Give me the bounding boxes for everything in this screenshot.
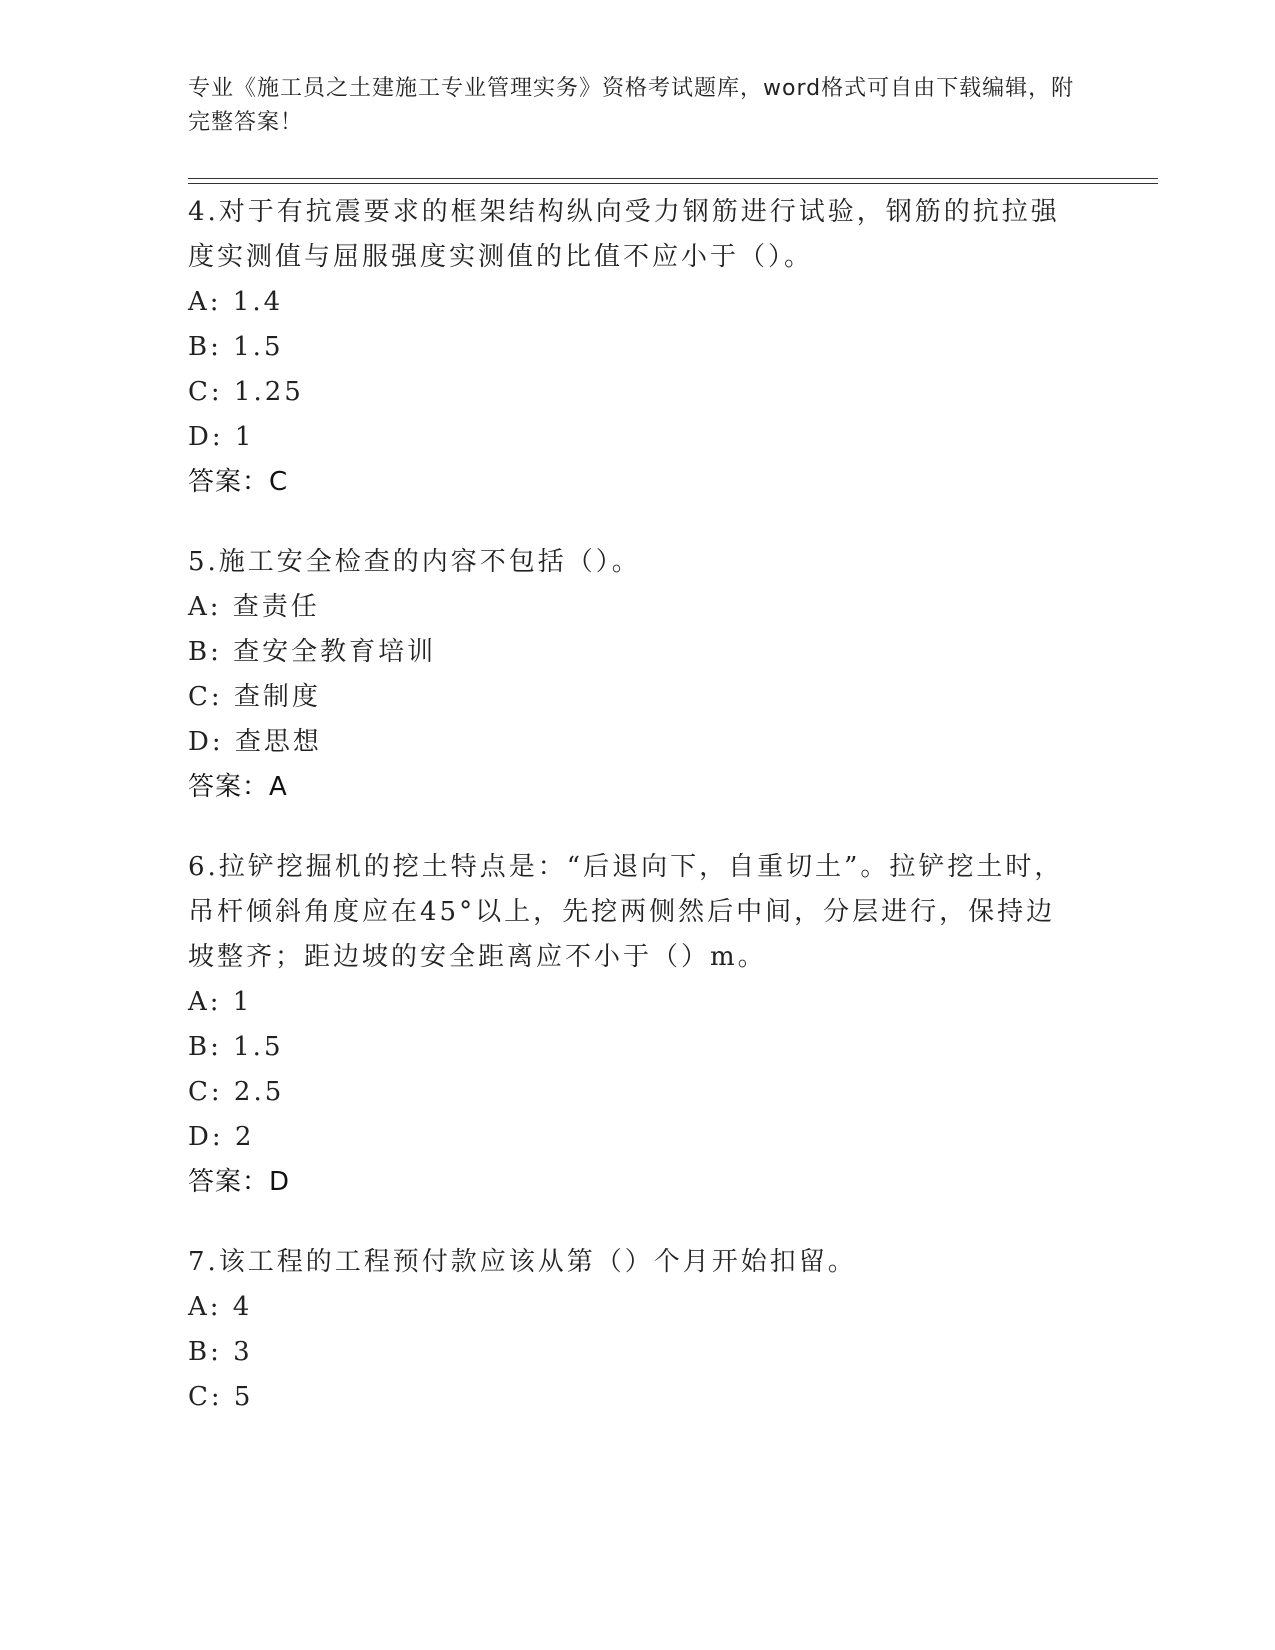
- question-7: [188, 1240, 1078, 1420]
- option-b: B: 查安全教育培训: [188, 637, 437, 667]
- option-b: B: 3: [188, 1337, 253, 1367]
- answer-line: 答案：D: [188, 1167, 291, 1197]
- question-stem: 7.该工程的工程预付款应该从第（）个月开始扣留。: [188, 1247, 857, 1277]
- option-b: B: 1.5: [188, 332, 284, 362]
- option-b: B: 1.5: [188, 1032, 284, 1062]
- option-d: D: 2: [188, 1122, 255, 1152]
- question-list: [188, 190, 1078, 1456]
- header-text: 专业《施工员之土建施工专业管理实务》资格考试题库，word格式可自由下载编辑，附完整答案！: [188, 76, 1075, 135]
- option-c: C: 5: [188, 1382, 254, 1412]
- answer-line: 答案：C: [188, 467, 289, 497]
- document-header: [188, 72, 1078, 140]
- option-a: A: 4: [188, 1292, 253, 1322]
- option-a: A: 1.4: [188, 287, 284, 317]
- option-d: D: 查思想: [188, 727, 322, 757]
- option-c: C: 查制度: [188, 682, 321, 712]
- question-stem: 6.拉铲挖掘机的挖土特点是：“后退向下，自重切土”。拉铲挖土时，吊杆倾斜角度应在45°以上，先挖两侧然后中间，分层进行，保持边坡整齐；距边坡的安全距离应不小于（）m。: [188, 852, 1064, 972]
- question-6: [188, 845, 1078, 1204]
- question-4: [188, 190, 1078, 504]
- option-d: D: 1: [188, 422, 255, 452]
- header-divider-top: [188, 178, 1158, 179]
- option-c: C: 1.25: [188, 377, 304, 407]
- header-divider-bottom: [188, 183, 1158, 184]
- question-5: [188, 540, 1078, 809]
- option-a: A: 查责任: [188, 592, 320, 622]
- option-a: A: 1: [188, 987, 253, 1017]
- answer-line: 答案：A: [188, 772, 288, 802]
- question-stem: 4.对于有抗震要求的框架结构纵向受力钢筋进行试验，钢筋的抗拉强度实测值与屈服强度实测值的比值不应小于（）。: [188, 197, 1060, 272]
- option-c: C: 2.5: [188, 1077, 285, 1107]
- question-stem: 5.施工安全检查的内容不包括（）。: [188, 547, 641, 577]
